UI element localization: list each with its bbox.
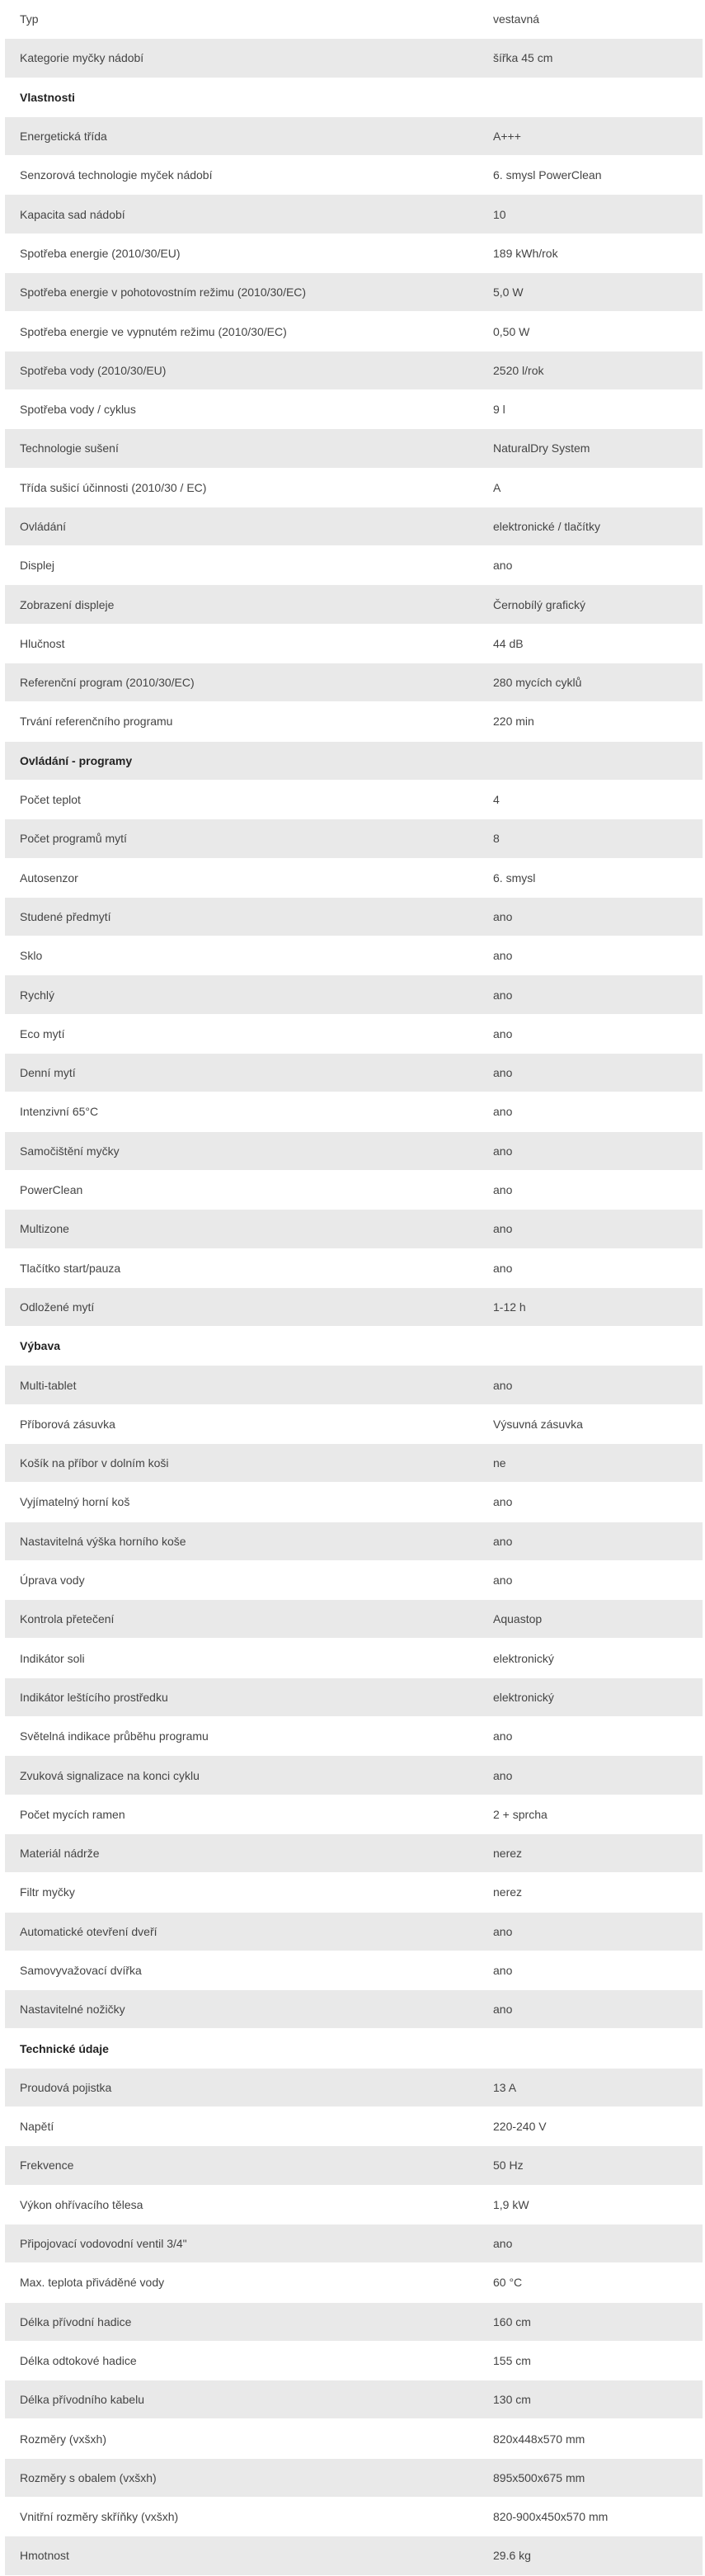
spec-label: Spotřeba energie ve vypnutém režimu (2010/30/EC)	[20, 324, 287, 338]
spec-label: Příborová zásuvka	[20, 1417, 115, 1431]
spec-value: 820-900x450x570 mm	[493, 2510, 609, 2524]
spec-value: šířka 45 cm	[493, 51, 553, 65]
spec-row	[5, 663, 703, 702]
spec-value: Výsuvná zásuvka	[493, 1417, 583, 1431]
spec-label: Délka odtokové hadice	[20, 2353, 137, 2367]
spec-value: 29.6 kg	[493, 2549, 531, 2563]
spec-row	[5, 2303, 703, 2342]
spec-label: Senzorová technologie myček nádobí	[20, 168, 213, 182]
spec-value: ano	[493, 949, 513, 963]
spec-row	[5, 2263, 703, 2302]
spec-row	[5, 1913, 703, 1951]
spec-label: Kontrola přetečení	[20, 1612, 115, 1626]
spec-label: Referenční program (2010/30/EC)	[20, 676, 195, 690]
spec-value: 10	[493, 207, 506, 221]
spec-value: ano	[493, 1534, 513, 1548]
spec-label: Kategorie myčky nádobí	[20, 51, 144, 65]
spec-label: Multizone	[20, 1222, 69, 1236]
spec-label: Úprava vody	[20, 1573, 85, 1588]
spec-value: ano	[493, 1729, 513, 1743]
spec-value: ano	[493, 1378, 513, 1392]
spec-row	[5, 1249, 703, 1288]
spec-row	[5, 1639, 703, 1677]
spec-row	[5, 1561, 703, 1600]
spec-row	[5, 351, 703, 390]
spec-value: ano	[493, 1066, 513, 1080]
spec-value: ano	[493, 1963, 513, 1977]
spec-value: elektronické / tlačítky	[493, 520, 600, 533]
spec-label: Autosenzor	[20, 870, 78, 885]
spec-row	[5, 2107, 703, 2146]
spec-row	[5, 1756, 703, 1795]
spec-value: 6. smysl PowerClean	[493, 168, 602, 182]
spec-row	[5, 312, 703, 351]
spec-label: Studené předmytí	[20, 909, 111, 923]
spec-value: 1,9 kW	[493, 2197, 529, 2211]
spec-label: Displej	[20, 559, 55, 573]
spec-value: vestavná	[493, 12, 540, 26]
spec-row	[5, 2225, 703, 2263]
spec-row	[5, 2146, 703, 2185]
spec-value: ano	[493, 1573, 513, 1588]
spec-row	[5, 2536, 703, 2575]
spec-row	[5, 859, 703, 898]
spec-label: Typ	[20, 12, 39, 26]
section-header-row	[5, 78, 703, 117]
spec-value: ano	[493, 1183, 513, 1197]
spec-label: Spotřeba energie v pohotovostním režimu (2010/30/EC)	[20, 285, 307, 300]
spec-value: ano	[493, 909, 513, 923]
spec-value: 220-240 V	[493, 2120, 547, 2134]
spec-label: Rozměry (vxšxh)	[20, 2432, 107, 2446]
spec-row	[5, 1678, 703, 1717]
spec-value: Aquastop	[493, 1612, 543, 1626]
spec-value: 895x500x675 mm	[493, 2470, 585, 2484]
spec-row	[5, 156, 703, 195]
spec-label: Tlačítko start/pauza	[20, 1261, 121, 1275]
spec-value: 155 cm	[493, 2353, 531, 2367]
spec-label: Připojovací vodovodní ventil 3/4"	[20, 2237, 187, 2251]
spec-label: Zvuková signalizace na konci cyklu	[20, 1768, 200, 1782]
spec-row	[5, 1444, 703, 1483]
spec-value: 60 °C	[493, 2276, 523, 2290]
spec-label: Rozměry s obalem (vxšxh)	[20, 2470, 157, 2484]
spec-value: ano	[493, 1026, 513, 1040]
spec-row	[5, 1483, 703, 1522]
spec-label: Rychlý	[20, 988, 55, 1002]
spec-value: 6. smysl	[493, 870, 536, 885]
spec-label: Multi-tablet	[20, 1378, 77, 1392]
spec-label: Spotřeba energie (2010/30/EU)	[20, 246, 181, 260]
spec-label: Košík na příbor v dolním koši	[20, 1456, 169, 1470]
spec-row	[5, 898, 703, 937]
spec-row	[5, 546, 703, 585]
spec-row	[5, 1054, 703, 1092]
spec-label: Filtr myčky	[20, 1885, 75, 1899]
spec-value: ano	[493, 559, 513, 573]
spec-row	[5, 117, 703, 156]
spec-value: 220 min	[493, 715, 534, 729]
section-title: Vlastnosti	[20, 90, 75, 104]
spec-row	[5, 585, 703, 624]
spec-row	[5, 1522, 703, 1561]
spec-row	[5, 469, 703, 507]
spec-label: Proudová pojistka	[20, 2080, 112, 2094]
spec-value: 0,50 W	[493, 324, 530, 338]
spec-value: ano	[493, 1222, 513, 1236]
spec-row	[5, 819, 703, 858]
spec-label: Vnitřní rozměry skříňky (vxšxh)	[20, 2510, 179, 2524]
spec-row	[5, 1405, 703, 1444]
spec-label: Denní mytí	[20, 1066, 76, 1080]
spec-label: Energetická třída	[20, 130, 107, 144]
spec-row	[5, 2459, 703, 2498]
spec-label: Automatické otevření dveří	[20, 1924, 157, 1938]
spec-row	[5, 2342, 703, 2380]
spec-value: elektronický	[493, 1690, 554, 1704]
spec-label: Nastavitelná výška horního koše	[20, 1534, 186, 1548]
spec-label: Odložené mytí	[20, 1300, 95, 1314]
spec-row	[5, 1210, 703, 1248]
specification-table	[5, 0, 703, 2576]
spec-label: Ovládání	[20, 520, 67, 533]
spec-value: 130 cm	[493, 2393, 531, 2407]
spec-row	[5, 1951, 703, 1990]
spec-value: 160 cm	[493, 2314, 531, 2328]
section-title: Technické údaje	[20, 2041, 109, 2055]
spec-value: ano	[493, 988, 513, 1002]
spec-label: Délka přívodního kabelu	[20, 2393, 144, 2407]
spec-row	[5, 195, 703, 234]
spec-label: Spotřeba vody / cyklus	[20, 403, 136, 417]
spec-label: Napětí	[20, 2120, 54, 2134]
spec-value: 280 mycích cyklů	[493, 676, 582, 690]
spec-value: elektronický	[493, 1651, 554, 1665]
spec-label: Technologie sušení	[20, 441, 119, 455]
spec-label: Délka přívodní hadice	[20, 2314, 132, 2328]
spec-row	[5, 1015, 703, 1054]
spec-row	[5, 1873, 703, 1912]
spec-label: Indikátor leštícího prostředku	[20, 1690, 168, 1704]
spec-value: 5,0 W	[493, 285, 524, 300]
spec-value: 2 + sprcha	[493, 1807, 548, 1821]
spec-label: Trvání referenčního programu	[20, 715, 173, 729]
spec-label: Hmotnost	[20, 2549, 69, 2563]
spec-row	[5, 2069, 703, 2107]
section-title: Ovládání - programy	[20, 753, 133, 767]
spec-row	[5, 2380, 703, 2419]
spec-value: 8	[493, 832, 500, 846]
spec-value: 189 kWh/rok	[493, 246, 558, 260]
spec-row	[5, 1600, 703, 1639]
spec-row	[5, 273, 703, 312]
spec-row	[5, 625, 703, 663]
spec-row	[5, 1171, 703, 1210]
spec-row	[5, 1990, 703, 2029]
spec-value: ano	[493, 1105, 513, 1119]
spec-row	[5, 975, 703, 1014]
spec-value: 820x448x570 mm	[493, 2432, 585, 2446]
spec-label: Hlučnost	[20, 636, 65, 650]
spec-row	[5, 1795, 703, 1834]
spec-label: Intenzivní 65°C	[20, 1105, 99, 1119]
spec-row	[5, 1834, 703, 1873]
section-header-row	[5, 2029, 703, 2068]
spec-label: Výkon ohřívacího tělesa	[20, 2197, 143, 2211]
spec-row	[5, 937, 703, 975]
spec-value: 4	[493, 793, 500, 807]
spec-label: Kapacita sad nádobí	[20, 207, 125, 221]
spec-label: Max. teplota přiváděné vody	[20, 2276, 165, 2290]
spec-label: Eco mytí	[20, 1026, 65, 1040]
spec-label: Třída sušicí účinnosti (2010/30 / EC)	[20, 480, 207, 494]
spec-label: Vyjímatelný horní koš	[20, 1495, 130, 1509]
spec-label: Indikátor soli	[20, 1651, 85, 1665]
spec-label: Počet mycích ramen	[20, 1807, 125, 1821]
spec-row	[5, 2498, 703, 2536]
spec-value: A+++	[493, 130, 521, 144]
spec-row	[5, 1288, 703, 1327]
spec-row	[5, 781, 703, 819]
spec-value: 44 dB	[493, 636, 524, 650]
spec-label: Materiál nádrže	[20, 1847, 100, 1861]
spec-value: ano	[493, 1261, 513, 1275]
spec-label: PowerClean	[20, 1183, 83, 1197]
spec-value: ano	[493, 1768, 513, 1782]
spec-value: nerez	[493, 1847, 523, 1861]
spec-value: NaturalDry System	[493, 441, 590, 455]
spec-label: Spotřeba vody (2010/30/EU)	[20, 363, 167, 377]
spec-label: Sklo	[20, 949, 43, 963]
spec-label: Samovyvažovací dvířka	[20, 1963, 142, 1977]
spec-label: Frekvence	[20, 2158, 74, 2173]
spec-row	[5, 1366, 703, 1404]
spec-value: Černobílý grafický	[493, 597, 586, 611]
spec-row	[5, 429, 703, 468]
section-header-row	[5, 742, 703, 781]
spec-value: ano	[493, 2237, 513, 2251]
spec-label: Počet teplot	[20, 793, 81, 807]
spec-value: ano	[493, 1144, 513, 1158]
spec-label: Nastavitelné nožičky	[20, 2003, 125, 2017]
spec-row	[5, 507, 703, 546]
section-header-row	[5, 1327, 703, 1366]
spec-label: Zobrazení displeje	[20, 597, 115, 611]
spec-value: ne	[493, 1456, 506, 1470]
spec-value: 1-12 h	[493, 1300, 526, 1314]
spec-row	[5, 2186, 703, 2225]
spec-row	[5, 1092, 703, 1131]
spec-row	[5, 1132, 703, 1171]
spec-row	[5, 234, 703, 273]
spec-value: 9 l	[493, 403, 505, 417]
spec-value: ano	[493, 1495, 513, 1509]
spec-row	[5, 390, 703, 429]
spec-label: Počet programů mytí	[20, 832, 127, 846]
spec-value: 13 A	[493, 2080, 517, 2094]
spec-row	[5, 39, 703, 78]
spec-label: Samočištění myčky	[20, 1144, 120, 1158]
spec-value: 2520 l/rok	[493, 363, 544, 377]
spec-row	[5, 2419, 703, 2458]
spec-value: ano	[493, 2003, 513, 2017]
spec-value: A	[493, 480, 501, 494]
spec-value: nerez	[493, 1885, 523, 1899]
spec-value: 50 Hz	[493, 2158, 524, 2173]
spec-row	[5, 702, 703, 741]
section-title: Výbava	[20, 1339, 61, 1353]
spec-row	[5, 0, 703, 39]
spec-value: ano	[493, 1924, 513, 1938]
spec-label: Světelná indikace průběhu programu	[20, 1729, 209, 1743]
spec-row	[5, 1717, 703, 1756]
